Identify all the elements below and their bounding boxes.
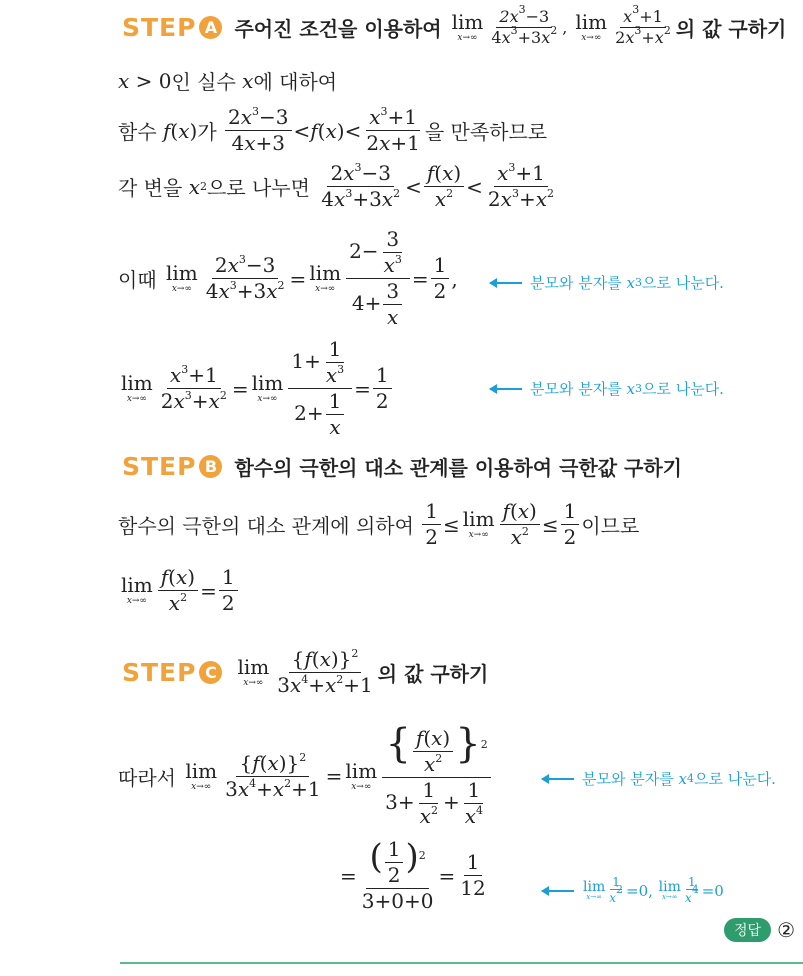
fraction: $\frac{x^3+1}{2x^3+x^2}$ xyxy=(615,3,671,48)
note-1: 분모와 분자를 x 3 으로 나눈다. xyxy=(490,272,724,293)
note-3: 분모와 분자를 x 4 으로 나눈다. xyxy=(542,768,776,789)
line-4: 이때 lim x→∞ $\frac{2x^3-3}{4x^3+3x^2}$ = lim x→∞ 2− $\frac{3}{x^3}$ 4+ $\frac{3}{x}$ = $\frac{1}{2}$ , xyxy=(118,227,458,329)
line-3: 각 변을 x 2 으로 나누면 $\frac{2x^3-3}{4x^3+3x^2}$ < $\frac{f(x)}{x^2}$ < $\frac{x^3+1}{2x^3+x^2}$ xyxy=(118,161,554,211)
line-7: 함수의 극한의 대소 관계에 의하여 $\frac{1}{2}$ ≤ lim x→∞ $\frac{f(x)}{x^2}$ ≤ $\frac{1}{2}$ 이므로 xyxy=(118,499,640,549)
bottom-divider xyxy=(120,962,803,964)
line-11: = ( $\frac{1}{2}$ )$^2$ 3+0+0 = $\frac{1}{12}$ xyxy=(340,837,486,913)
arrow-left-icon xyxy=(542,778,574,780)
line-8: lim x→∞ $\frac{f(x)}{x^2}$ = $\frac{1}{2}$ xyxy=(118,566,240,615)
step-title-suffix: 의 값 구하기 xyxy=(675,17,787,42)
line-10: 따라서 lim x→∞ $\frac{\{f(x)\}^2}{3x^4+x^2+1}$ = lim x→∞ { $\frac{f(x)}{x^2}$ }$^2$ 3+ $\frac{1}{x^2}$ + $\frac{1}{x^4}$ xyxy=(118,724,493,828)
arrow-left-icon xyxy=(490,282,522,284)
answer xyxy=(724,918,795,942)
step-a-heading: STEP A 주어진 조건을 이용하여 lim x→∞ $\frac{2x^3-3}{4x^3+3x^2}$ , lim x→∞ $\frac{x^3+1}{2x^3+x^2}$ 의 값 구하기 xyxy=(122,3,787,48)
arrow-left-icon xyxy=(490,388,522,390)
answer-value: ② xyxy=(777,918,795,942)
answer-badge: 정답 xyxy=(724,918,771,942)
fraction: $\frac{2x^3-3}{4x^3+3x^2}$ xyxy=(491,3,558,48)
step-b-heading: STEP B 함수의 극한의 대소 관계를 이용하여 극한값 구하기 xyxy=(122,452,682,481)
step-badge: A xyxy=(199,16,222,39)
step-title: 주어진 조건을 이용하여 xyxy=(234,17,442,42)
note-4: lim x→∞ $\frac{1}{x^2}$ =0, lim x→∞ $\frac{1}{x^4}$ =0 xyxy=(542,876,724,905)
line-2: 함수 f(x) 가 $\frac{2x^3-3}{4x+3}$ <f(x)< $\frac{x^3+1}{2x+1}$ 을 만족하므로 xyxy=(118,105,548,155)
arrow-left-icon xyxy=(542,890,574,892)
step-label: STEP xyxy=(122,13,197,43)
line-5: lim x→∞ $\frac{x^3+1}{2x^3+x^2}$ = lim x→∞ 1+ $\frac{1}{x^3}$ 2+ $\frac{1}{x}$ = $\frac{1}{2}$ xyxy=(118,338,394,439)
step-c-heading: STEP C lim x→∞ $\frac{\{f(x)\}^2}{3x^4+x^2+1}$ 의 값 구하기 xyxy=(122,647,489,697)
note-2: 분모와 분자를 x 3 으로 나눈다. xyxy=(490,378,724,399)
line-1: x > 0 인 실수 x 에 대하여 xyxy=(118,68,338,94)
